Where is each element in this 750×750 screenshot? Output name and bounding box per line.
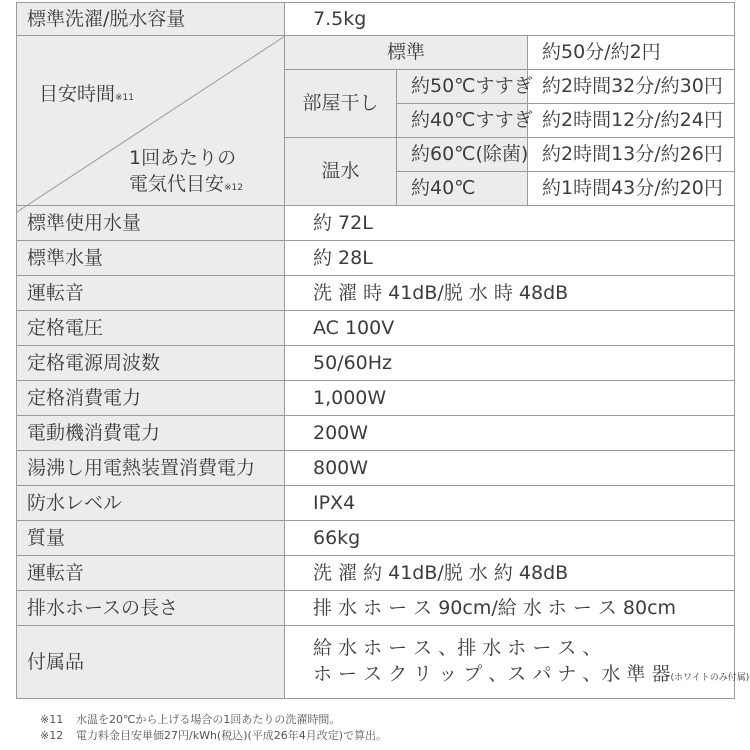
mode-sub-label: 約40℃すすぎ bbox=[397, 104, 528, 138]
spec-label: 排水ホースの長さ bbox=[17, 591, 285, 626]
accessories-line2: ホ ー ス ク リ ッ プ 、ス パ ナ 、水 準 器 bbox=[313, 663, 671, 685]
spec-value: 800W bbox=[285, 451, 735, 486]
spec-row bbox=[17, 241, 735, 276]
spec-label: 標準洗濯/脱水容量 bbox=[17, 3, 285, 36]
spec-row bbox=[17, 521, 735, 556]
spec-label: 付属品 bbox=[17, 626, 285, 699]
mode-indoor-label: 部屋干し bbox=[285, 70, 397, 138]
spec-label: 質量 bbox=[17, 521, 285, 556]
footnote: ※12 電力料金目安単価27円/kWh(税込)(平成26年4月改定)で算出。 bbox=[40, 728, 388, 742]
spec-label: 標準使用水量 bbox=[17, 206, 285, 241]
accessories-note: (ホワイトのみ付属) bbox=[670, 673, 750, 683]
mode-warm-label: 温水 bbox=[285, 138, 397, 206]
spec-row bbox=[17, 591, 735, 626]
spec-label: 標準水量 bbox=[17, 241, 285, 276]
mode-sub-label: 約50℃すすぎ bbox=[397, 70, 528, 104]
spec-row bbox=[17, 451, 735, 486]
mode-sub-value: 約2時間32分/約30円 bbox=[528, 70, 735, 104]
mode-sub-label: 約60℃(除菌) bbox=[397, 138, 528, 172]
spec-label: 電動機消費電力 bbox=[17, 416, 285, 451]
spec-value: AC 100V bbox=[285, 311, 735, 346]
spec-row bbox=[17, 381, 735, 416]
spec-row-accessories bbox=[17, 626, 735, 699]
accessories-line1: 給 水 ホ ー ス 、排 水 ホ ー ス 、 bbox=[313, 637, 602, 660]
spec-row bbox=[17, 486, 735, 521]
spec-value: 排 水 ホ ー ス 90cm/給 水 ホ ー ス 80cm bbox=[285, 591, 735, 626]
spec-row bbox=[17, 346, 735, 381]
accessories-value bbox=[285, 626, 750, 699]
time-cost-header-cell bbox=[17, 36, 285, 206]
mode-sub-value: 約2時間12分/約24円 bbox=[528, 104, 735, 138]
spec-label: 定格電源周波数 bbox=[17, 346, 285, 381]
spec-row-capacity bbox=[17, 3, 735, 36]
spec-value: 50/60Hz bbox=[285, 346, 735, 381]
footnotes bbox=[40, 712, 387, 744]
spec-value: 1,000W bbox=[285, 381, 735, 416]
spec-value: 約 72L bbox=[285, 206, 735, 241]
spec-value: IPX4 bbox=[285, 486, 735, 521]
cost-label: 1回あたりの 電気代目安※12 bbox=[129, 147, 244, 195]
spec-label: 定格電圧 bbox=[17, 311, 285, 346]
footnote: ※11 水温を20℃から上げる場合の1回あたりの洗濯時間。 bbox=[40, 713, 341, 726]
spec-value: 200W bbox=[285, 416, 735, 451]
mode-standard-label: 標準 bbox=[285, 36, 528, 70]
mode-sub-value: 約2時間13分/約26円 bbox=[528, 138, 735, 172]
spec-row bbox=[17, 311, 735, 346]
mode-sub-label: 約40℃ bbox=[397, 172, 528, 206]
mode-standard-value: 約50分/約2円 bbox=[528, 36, 735, 70]
spec-label: 運転音 bbox=[17, 276, 285, 311]
spec-value: 66kg bbox=[285, 521, 735, 556]
spec-label: 防水レベル bbox=[17, 486, 285, 521]
spec-value: 7.5kg bbox=[285, 3, 735, 36]
spec-label: 定格消費電力 bbox=[17, 381, 285, 416]
spec-value: 洗 濯 約 41dB/脱 水 約 48dB bbox=[285, 556, 735, 591]
time-label: 目安時間※11 bbox=[39, 83, 135, 105]
spec-row bbox=[17, 416, 735, 451]
spec-label: 運転音 bbox=[17, 556, 285, 591]
time-row-standard bbox=[17, 36, 735, 70]
spec-row bbox=[17, 276, 735, 311]
spec-row bbox=[17, 556, 735, 591]
spec-value: 約 28L bbox=[285, 241, 735, 276]
mode-sub-value: 約1時間43分/約20円 bbox=[528, 172, 735, 206]
spec-table bbox=[16, 2, 750, 699]
spec-label: 湯沸し用電熱装置消費電力 bbox=[17, 451, 285, 486]
spec-value: 洗 濯 時 41dB/脱 水 時 48dB bbox=[285, 276, 735, 311]
